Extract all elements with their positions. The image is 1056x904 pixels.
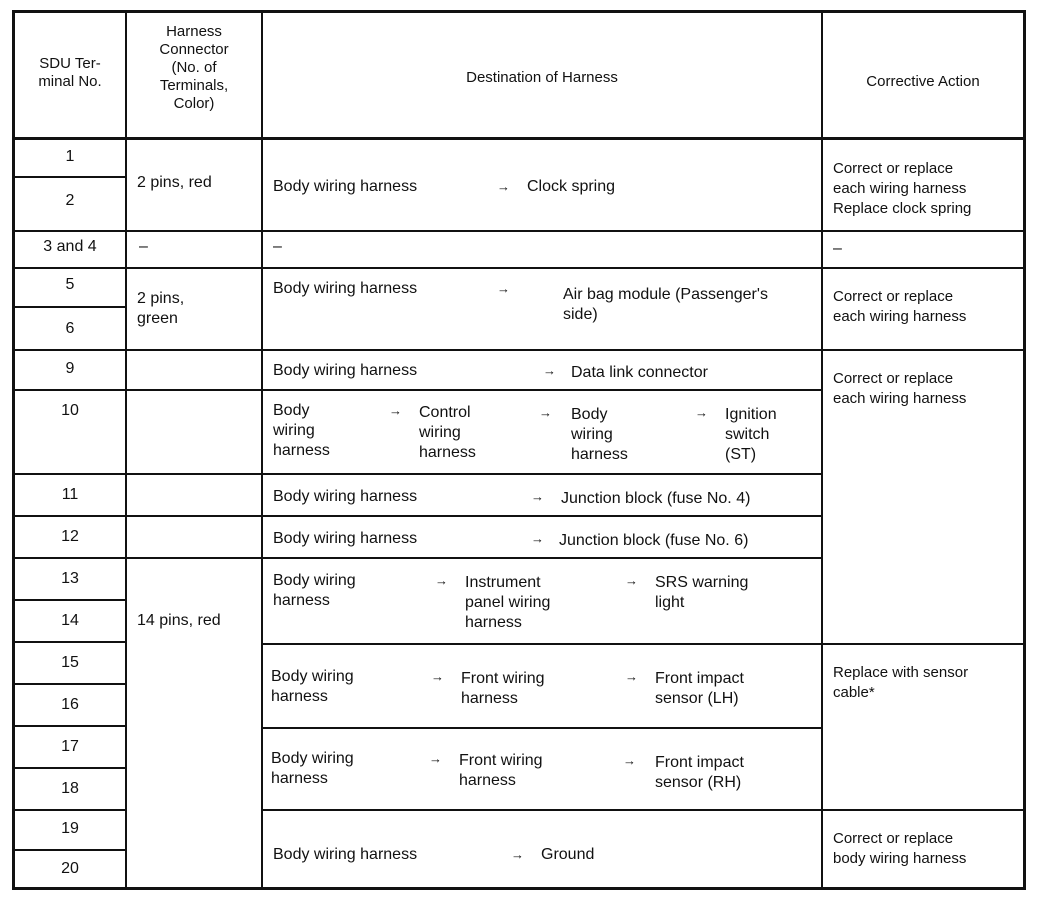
arrow-icon: → xyxy=(429,751,442,766)
dest-from: Body wiring harness xyxy=(273,362,418,379)
dest-from: Body wiring harness xyxy=(273,280,418,297)
grid-line xyxy=(15,473,821,475)
grid-line xyxy=(15,515,821,517)
corrective-action: Correct or replace each wiring harness xyxy=(833,288,967,325)
arrow-icon: → xyxy=(625,669,638,684)
grid-line xyxy=(15,349,1023,351)
dest-to: Air bag module (Passenger's side) xyxy=(563,286,768,323)
dest-to: Ignition switch (ST) xyxy=(725,406,777,463)
dest-to: Junction block (fuse No. 4) xyxy=(561,490,751,507)
terminal-no: 10 xyxy=(61,402,79,419)
dest-from: Body wiring harness xyxy=(273,488,418,505)
terminal-no: 5 xyxy=(65,276,75,293)
arrow-icon: → xyxy=(543,363,556,378)
terminal-no: 2 xyxy=(65,192,75,209)
terminal-no: 17 xyxy=(61,738,79,755)
corrective-action: – xyxy=(833,240,842,257)
header-rule xyxy=(15,137,1023,140)
dest-to: Junction block (fuse No. 6) xyxy=(559,532,749,549)
dest-to: Clock spring xyxy=(527,178,616,195)
grid-line xyxy=(15,683,125,685)
dest-to: Data link connector xyxy=(571,364,708,381)
arrow-icon: → xyxy=(531,489,544,504)
grid-line xyxy=(125,13,127,887)
arrow-icon: → xyxy=(511,847,524,862)
grid-line xyxy=(15,849,125,851)
grid-line xyxy=(821,13,823,887)
arrow-icon: → xyxy=(389,403,402,418)
dest-from: Body wiring harness xyxy=(271,750,354,787)
terminal-no: 1 xyxy=(65,148,75,165)
grid-line xyxy=(15,306,125,308)
corrective-action: Correct or replace body wiring harness xyxy=(833,830,967,867)
grid-line xyxy=(15,809,125,811)
terminal-no: 14 xyxy=(61,612,79,629)
grid-line xyxy=(15,599,125,601)
terminal-no: 6 xyxy=(65,320,75,337)
dest-mid: Body wiring harness xyxy=(571,406,628,463)
grid-line xyxy=(15,176,125,178)
dest-from: Body wiring harness xyxy=(273,178,418,195)
arrow-icon: → xyxy=(625,573,638,588)
terminal-no: 3 and 4 xyxy=(43,238,97,255)
dest-from: Body wiring harness xyxy=(273,402,330,459)
dest-mid: Front wiring harness xyxy=(461,670,545,707)
dest-mid: Instrument panel wiring harness xyxy=(465,574,551,631)
connector-info: – xyxy=(139,238,148,255)
header-terminal: SDU Ter- minal No. xyxy=(38,55,102,90)
dest-from: Body wiring harness xyxy=(273,572,356,609)
grid-line xyxy=(15,230,1023,232)
dest-to: Front impact sensor (LH) xyxy=(655,670,744,707)
corrective-action: Correct or replace each wiring harness xyxy=(833,370,967,407)
corrective-action: Replace with sensor cable* xyxy=(833,664,969,701)
header-connector: Harness Connector (No. of Terminals, Color) xyxy=(159,23,229,112)
dest-from: Body wiring harness xyxy=(273,530,418,547)
header-action: Corrective Action xyxy=(866,73,980,90)
corrective-action: Correct or replace each wiring harness Replace clock spring xyxy=(833,160,972,217)
grid-line xyxy=(15,767,125,769)
grid-line xyxy=(261,643,1023,645)
grid-line xyxy=(15,641,125,643)
grid-line xyxy=(261,13,263,887)
arrow-icon: → xyxy=(435,573,448,588)
arrow-icon: → xyxy=(497,281,510,296)
grid-line xyxy=(15,725,125,727)
dest-from: – xyxy=(273,238,282,255)
arrow-icon: → xyxy=(497,179,510,194)
grid-line xyxy=(261,809,1023,811)
connector-info: 2 pins, green xyxy=(137,290,185,327)
terminal-no: 12 xyxy=(61,528,79,545)
dest-to: Front impact sensor (RH) xyxy=(655,754,744,791)
arrow-icon: → xyxy=(623,753,636,768)
arrow-icon: → xyxy=(539,405,552,420)
dest-mid: Front wiring harness xyxy=(459,752,543,789)
connector-info: 2 pins, red xyxy=(137,174,212,191)
grid-line xyxy=(15,557,821,559)
terminal-no: 18 xyxy=(61,780,79,797)
grid-line xyxy=(15,389,821,391)
dest-to: Ground xyxy=(541,846,595,863)
terminal-no: 13 xyxy=(61,570,79,587)
arrow-icon: → xyxy=(431,669,444,684)
terminal-no: 16 xyxy=(61,696,79,713)
grid-line xyxy=(15,267,1023,269)
arrow-icon: → xyxy=(531,531,544,546)
terminal-no: 11 xyxy=(61,486,79,503)
header-destination: Destination of Harness xyxy=(466,69,618,86)
dest-mid: Control wiring harness xyxy=(419,404,476,461)
terminal-no: 20 xyxy=(61,860,79,877)
grid-line xyxy=(261,727,821,729)
terminal-no: 15 xyxy=(61,654,79,671)
connector-info: 14 pins, red xyxy=(137,612,221,629)
dest-from: Body wiring harness xyxy=(271,668,354,705)
terminal-no: 9 xyxy=(65,360,75,377)
arrow-icon: → xyxy=(695,405,708,420)
dest-to: SRS warning light xyxy=(655,574,749,611)
dest-from: Body wiring harness xyxy=(273,846,418,863)
harness-table xyxy=(12,10,1026,890)
terminal-no: 19 xyxy=(61,820,79,837)
